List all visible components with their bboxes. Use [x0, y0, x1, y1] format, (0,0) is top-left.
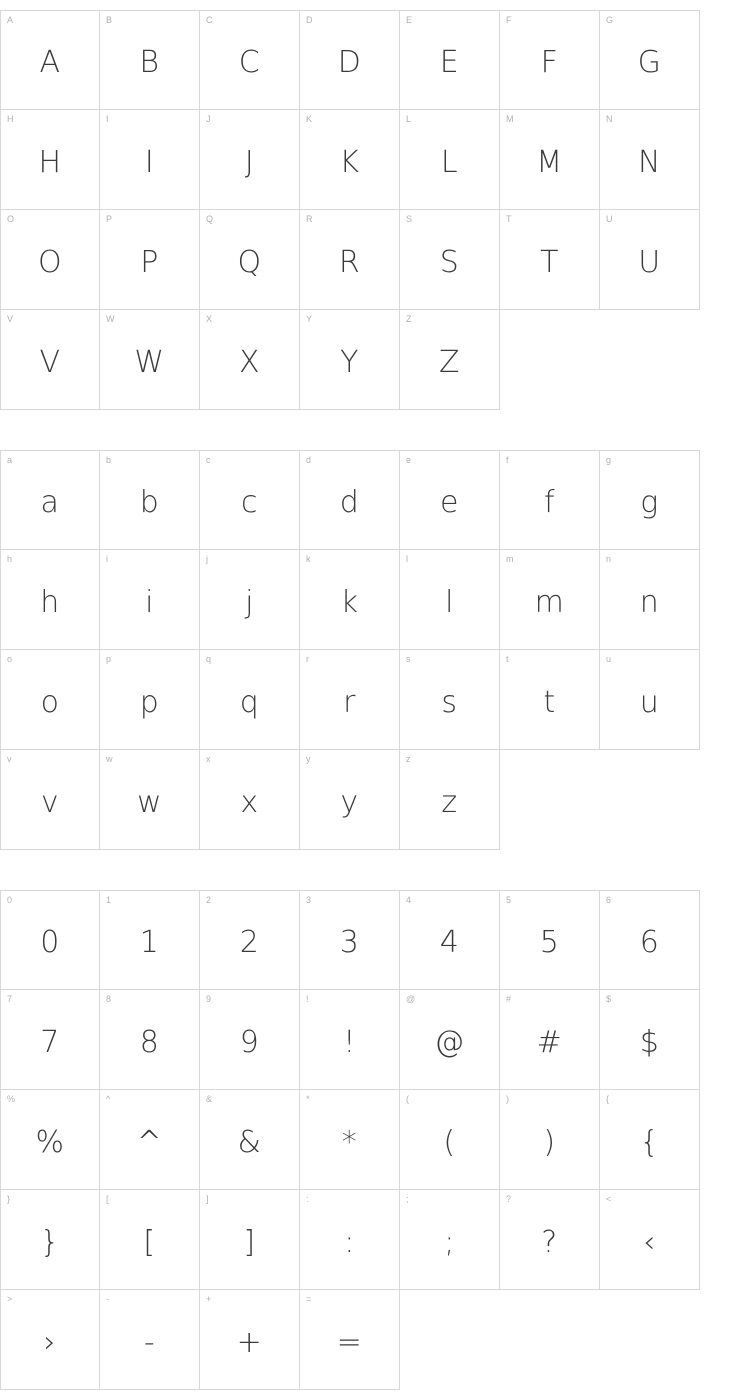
glyph-sample: s [441, 684, 458, 720]
glyph-cell[interactable] [300, 650, 400, 750]
glyph-code-label: x [206, 754, 211, 764]
glyph-code-label: n [606, 554, 612, 564]
glyph-cell[interactable] [400, 550, 500, 650]
glyph-sample: b [139, 485, 160, 520]
charmap-section-lowercase [0, 450, 740, 850]
glyph-sample: * [341, 1124, 358, 1160]
glyph-code-label: S [406, 214, 413, 224]
glyph-cell[interactable] [400, 650, 500, 750]
glyph-sample: 0 [40, 925, 60, 960]
glyph-code-label: X [206, 314, 213, 324]
glyph-sample: K [339, 144, 360, 180]
glyph-cell[interactable] [300, 450, 400, 550]
glyph-code-label: b [106, 455, 112, 465]
glyph-sample: 2 [239, 925, 260, 960]
glyph-sample: 5 [539, 925, 560, 960]
glyph-sample: ] [243, 1224, 256, 1260]
glyph-sample: Z [438, 344, 461, 380]
glyph-code-label: v [7, 754, 12, 764]
glyph-cell[interactable] [400, 110, 500, 210]
glyph-code-label: 5 [506, 895, 512, 905]
glyph-cell[interactable] [500, 10, 600, 110]
glyph-cell[interactable] [300, 550, 400, 650]
glyph-code-label: < [606, 1194, 612, 1204]
glyph-cell[interactable] [200, 450, 300, 550]
glyph-sample: z [441, 784, 458, 820]
glyph-code-label: R [306, 214, 313, 224]
glyph-sample: ? [541, 1224, 558, 1260]
glyph-code-label: h [7, 554, 13, 564]
glyph-code-label: ? [506, 1194, 512, 1204]
glyph-code-label: 9 [206, 994, 212, 1004]
glyph-code-label: 6 [606, 895, 612, 905]
glyph-code-label: p [106, 654, 112, 664]
glyph-code-label: M [506, 114, 514, 124]
glyph-sample: h [40, 584, 60, 620]
glyph-code-label: } [7, 1194, 11, 1204]
glyph-sample: + [236, 1324, 263, 1360]
glyph-cell[interactable] [300, 890, 400, 990]
glyph-cell[interactable] [0, 110, 100, 210]
glyph-cell[interactable] [0, 990, 100, 1090]
glyph-sample: e [440, 485, 459, 520]
glyph-cell[interactable] [100, 990, 200, 1090]
glyph-sample: = [336, 1324, 363, 1360]
glyph-cell[interactable] [600, 1090, 700, 1190]
glyph-sample: ; [444, 1224, 455, 1260]
glyph-cell[interactable] [600, 110, 700, 210]
glyph-sample: i [145, 584, 154, 620]
glyph-cell[interactable] [200, 650, 300, 750]
glyph-cell[interactable] [0, 1190, 100, 1290]
glyph-sample: # [536, 1024, 563, 1060]
glyph-code-label: r [306, 654, 309, 664]
glyph-sample: w [136, 784, 163, 820]
glyph-code-label: f [506, 455, 509, 465]
glyph-cell[interactable] [600, 990, 700, 1090]
glyph-code-label: 1 [106, 895, 112, 905]
glyph-sample: 1 [139, 925, 160, 960]
glyph-sample: › [43, 1324, 57, 1360]
glyph-sample: [ [143, 1224, 156, 1260]
glyph-sample: Y [340, 344, 359, 380]
glyph-code-label: * [306, 1094, 310, 1104]
glyph-cell[interactable] [100, 310, 200, 410]
glyph-cell[interactable] [100, 450, 200, 550]
glyph-cell[interactable] [0, 1090, 100, 1190]
glyph-code-label: Z [406, 314, 412, 324]
charmap-section-digits-and-symbols [0, 890, 740, 1390]
glyph-cell[interactable] [500, 1090, 600, 1190]
charmap-section-uppercase [0, 10, 740, 410]
charmap-grid [0, 450, 700, 850]
glyph-sample: ^ [136, 1124, 163, 1160]
glyph-code-label: ^ [106, 1094, 111, 1104]
glyph-sample: I [144, 144, 155, 180]
glyph-cell[interactable] [400, 210, 500, 310]
glyph-sample: G [637, 45, 662, 80]
glyph-code-label: 3 [306, 895, 312, 905]
glyph-sample: ! [343, 1024, 356, 1060]
glyph-sample: T [540, 244, 559, 280]
glyph-code-label: ) [506, 1094, 509, 1104]
section-spacer [0, 850, 740, 890]
glyph-code-label: e [406, 455, 412, 465]
glyph-sample: B [139, 45, 160, 80]
glyph-sample: A [39, 45, 61, 80]
glyph-sample: D [337, 45, 362, 80]
glyph-sample: 9 [239, 1024, 260, 1060]
glyph-code-label: i [106, 554, 108, 564]
glyph-sample: E [439, 45, 460, 80]
glyph-code-label: Y [306, 314, 313, 324]
glyph-cell[interactable] [300, 1090, 400, 1190]
glyph-code-label: > [7, 1294, 13, 1304]
glyph-cell[interactable] [400, 450, 500, 550]
glyph-sample: ) [543, 1124, 556, 1160]
glyph-sample: : [344, 1224, 355, 1260]
glyph-code-label: s [406, 654, 411, 664]
glyph-cell[interactable] [300, 1190, 400, 1290]
glyph-cell[interactable] [200, 10, 300, 110]
glyph-code-label: : [306, 1194, 309, 1204]
glyph-cell[interactable] [300, 750, 400, 850]
glyph-cell[interactable] [200, 1290, 300, 1390]
glyph-cell[interactable] [200, 210, 300, 310]
glyph-cell[interactable] [100, 550, 200, 650]
glyph-sample: j [245, 584, 254, 620]
glyph-code-label: ] [206, 1194, 209, 1204]
glyph-sample: o [40, 684, 60, 720]
glyph-sample: a [40, 485, 60, 520]
glyph-sample: N [638, 144, 661, 180]
glyph-cell[interactable] [100, 110, 200, 210]
glyph-code-label: o [7, 654, 13, 664]
glyph-cell[interactable] [600, 890, 700, 990]
glyph-cell[interactable] [600, 650, 700, 750]
glyph-code-label: D [306, 15, 313, 25]
glyph-code-label: 2 [206, 895, 212, 905]
glyph-code-label: [ [106, 1194, 109, 1204]
glyph-code-label: V [7, 314, 14, 324]
glyph-sample: Q [237, 244, 262, 280]
glyph-code-label: K [306, 114, 313, 124]
glyph-code-label: ; [406, 1194, 409, 1204]
glyph-code-label: g [606, 455, 612, 465]
glyph-cell[interactable] [0, 550, 100, 650]
glyph-code-label: @ [406, 994, 416, 1004]
glyph-sample: P [140, 244, 159, 280]
glyph-sample: U [638, 244, 661, 280]
glyph-sample: V [39, 344, 61, 380]
glyph-sample: n [639, 584, 660, 620]
glyph-code-label: w [106, 754, 113, 764]
glyph-sample: R [338, 244, 361, 280]
glyph-sample: H [38, 144, 62, 180]
glyph-code-label: + [206, 1294, 212, 1304]
glyph-cell[interactable] [200, 890, 300, 990]
glyph-code-label: $ [606, 994, 612, 1004]
glyph-cell[interactable] [500, 550, 600, 650]
glyph-code-label: k [306, 554, 311, 564]
glyph-cell[interactable] [200, 110, 300, 210]
glyph-sample: x [240, 784, 259, 820]
glyph-cell[interactable] [0, 750, 100, 850]
glyph-cell[interactable] [300, 210, 400, 310]
glyph-code-label: ! [306, 994, 309, 1004]
glyph-sample: 6 [639, 925, 660, 960]
glyph-sample: J [244, 144, 255, 180]
glyph-sample: y [340, 784, 359, 820]
glyph-sample: q [239, 684, 260, 720]
glyph-cell[interactable] [600, 10, 700, 110]
glyph-code-label: & [206, 1094, 213, 1104]
glyph-sample: C [238, 45, 261, 80]
glyph-cell[interactable] [100, 1290, 200, 1390]
glyph-code-label: 8 [106, 994, 112, 1004]
glyph-code-label: P [106, 214, 113, 224]
glyph-code-label: { [606, 1094, 610, 1104]
glyph-sample: 8 [139, 1024, 160, 1060]
glyph-cell[interactable] [100, 10, 200, 110]
charmap-grid [0, 10, 700, 410]
glyph-sample: 4 [439, 925, 460, 960]
glyph-code-label: c [206, 455, 211, 465]
glyph-code-label: a [7, 455, 13, 465]
glyph-code-label: E [406, 15, 413, 25]
glyph-cell[interactable] [100, 750, 200, 850]
glyph-sample: } [40, 1224, 60, 1260]
glyph-code-label: m [506, 554, 514, 564]
glyph-sample: t [543, 684, 556, 720]
glyph-cell[interactable] [400, 890, 500, 990]
glyph-cell[interactable] [300, 10, 400, 110]
glyph-cell[interactable] [600, 450, 700, 550]
glyph-cell[interactable] [600, 1190, 700, 1290]
top-spacer [0, 0, 740, 10]
glyph-code-label: 7 [7, 994, 13, 1004]
glyph-code-label: C [206, 15, 213, 25]
glyph-sample: & [237, 1124, 262, 1160]
charmap-grid [0, 890, 700, 1390]
glyph-sample: c [241, 485, 258, 520]
glyph-cell[interactable] [0, 210, 100, 310]
glyph-cell[interactable] [100, 210, 200, 310]
glyph-sample: % [35, 1124, 65, 1160]
glyph-code-label: q [206, 654, 212, 664]
glyph-cell[interactable] [0, 450, 100, 550]
glyph-code-label: 4 [406, 895, 412, 905]
glyph-code-label: W [106, 314, 115, 324]
section-spacer [0, 410, 740, 450]
glyph-code-label: y [306, 754, 311, 764]
glyph-sample: X [238, 344, 261, 380]
glyph-cell[interactable] [500, 650, 600, 750]
glyph-cell[interactable] [300, 1290, 400, 1390]
glyph-code-label: H [7, 114, 14, 124]
glyph-cell[interactable] [600, 210, 700, 310]
glyph-cell[interactable] [400, 310, 500, 410]
glyph-sample: m [534, 584, 565, 620]
glyph-sample: p [139, 684, 160, 720]
glyph-code-label: j [206, 554, 208, 564]
glyph-cell[interactable] [0, 890, 100, 990]
glyph-sample: u [639, 684, 660, 720]
glyph-cell[interactable] [300, 990, 400, 1090]
glyph-code-label: L [406, 114, 412, 124]
glyph-cell[interactable] [500, 210, 600, 310]
glyph-cell[interactable] [400, 1090, 500, 1190]
glyph-sample: v [40, 784, 60, 820]
glyph-sample: S [439, 244, 460, 280]
glyph-sample: r [343, 684, 356, 720]
glyph-code-label: A [7, 15, 14, 25]
glyph-cell[interactable] [400, 750, 500, 850]
glyph-cell[interactable] [100, 1090, 200, 1190]
glyph-cell[interactable] [300, 110, 400, 210]
glyph-code-label: N [606, 114, 613, 124]
glyph-sample: L [440, 144, 459, 180]
glyph-sample: g [640, 485, 659, 520]
glyph-cell[interactable] [500, 990, 600, 1090]
glyph-cell[interactable] [0, 650, 100, 750]
glyph-cell[interactable] [200, 990, 300, 1090]
glyph-sample: l [445, 584, 454, 620]
glyph-cell[interactable] [500, 110, 600, 210]
glyph-cell[interactable] [600, 550, 700, 650]
glyph-cell[interactable] [200, 310, 300, 410]
glyph-code-label: I [106, 114, 109, 124]
glyph-code-label: O [7, 214, 15, 224]
glyph-sample: ( [443, 1124, 456, 1160]
glyph-code-label: z [406, 754, 411, 764]
glyph-code-label: u [606, 654, 612, 664]
glyph-cell[interactable] [400, 10, 500, 110]
glyph-code-label: F [506, 15, 512, 25]
glyph-code-label: t [506, 654, 509, 664]
glyph-sample: - [143, 1324, 156, 1360]
glyph-code-label: G [606, 15, 614, 25]
glyph-cell[interactable] [0, 10, 100, 110]
glyph-sample: M [536, 144, 563, 180]
glyph-cell[interactable] [200, 1090, 300, 1190]
glyph-cell[interactable] [500, 1190, 600, 1290]
glyph-sample: 3 [339, 925, 360, 960]
glyph-sample: O [37, 244, 63, 280]
glyph-code-label: B [106, 15, 113, 25]
glyph-cell[interactable] [0, 310, 100, 410]
glyph-sample: W [134, 344, 165, 380]
glyph-cell[interactable] [400, 1190, 500, 1290]
glyph-code-label: % [7, 1094, 16, 1104]
glyph-code-label: Q [206, 214, 214, 224]
sections-container [0, 10, 740, 1390]
glyph-cell[interactable] [200, 1190, 300, 1290]
glyph-sample: k [340, 584, 359, 620]
glyph-cell[interactable] [100, 890, 200, 990]
glyph-cell[interactable] [300, 310, 400, 410]
glyph-code-label: l [406, 554, 408, 564]
glyph-code-label: # [506, 994, 512, 1004]
glyph-code-label: J [206, 114, 211, 124]
glyph-cell[interactable] [200, 550, 300, 650]
glyph-sample: F [540, 45, 559, 80]
glyph-code-label: d [306, 455, 312, 465]
glyph-sample: { [639, 1124, 660, 1160]
glyph-code-label: T [506, 214, 512, 224]
glyph-sample: @ [434, 1024, 465, 1060]
glyph-cell[interactable] [100, 650, 200, 750]
glyph-sample: f [543, 485, 556, 520]
glyph-code-label: = [306, 1294, 312, 1304]
glyph-cell[interactable] [200, 750, 300, 850]
glyph-sample: ‹ [643, 1224, 656, 1260]
glyph-cell[interactable] [0, 1290, 100, 1390]
glyph-code-label: - [106, 1294, 109, 1304]
glyph-sample: 7 [40, 1024, 60, 1060]
glyph-sample: d [339, 485, 360, 520]
glyph-code-label: U [606, 214, 613, 224]
glyph-sample: $ [639, 1024, 660, 1060]
glyph-code-label: ( [406, 1094, 409, 1104]
glyph-code-label: 0 [7, 895, 13, 905]
glyph-cell[interactable] [500, 450, 600, 550]
glyph-cell[interactable] [100, 1190, 200, 1290]
glyph-cell[interactable] [500, 890, 600, 990]
glyph-cell[interactable] [400, 990, 500, 1090]
